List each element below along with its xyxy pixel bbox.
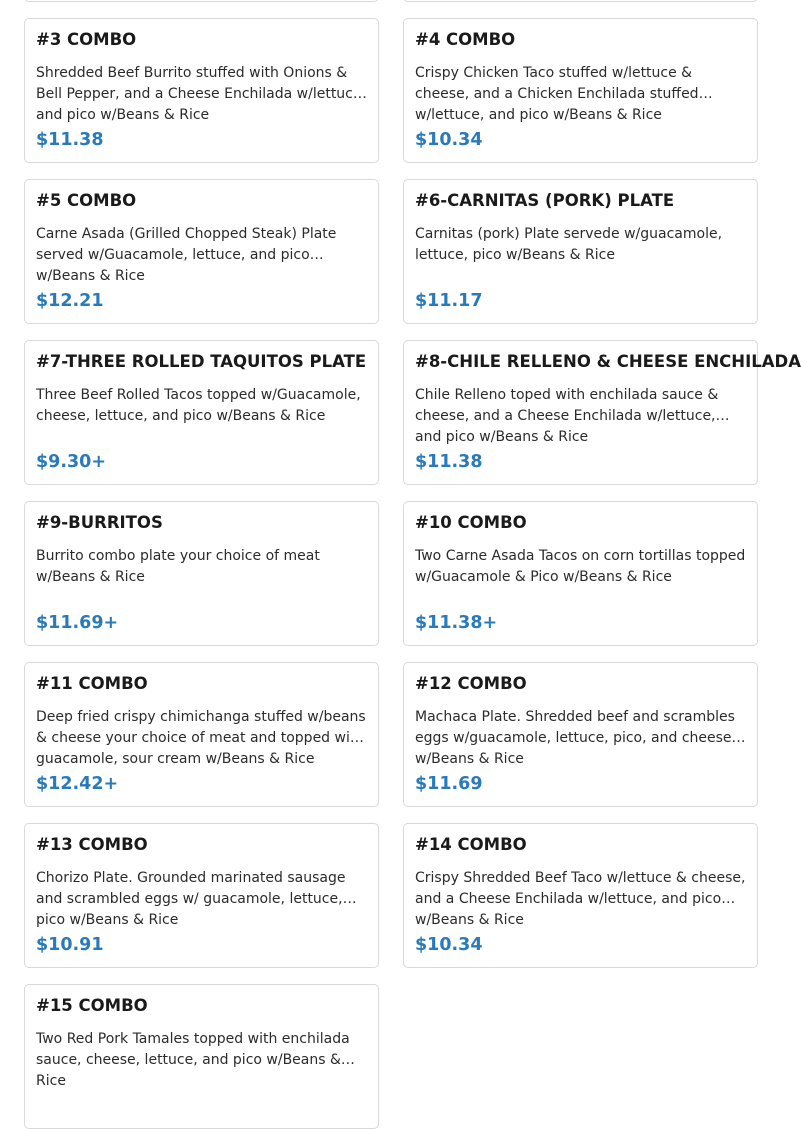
menu-item-description: Chorizo Plate. Grounded marinated sausage and scrambled eggs w/ guacamole, lettuce, pico w/Beans & Rice: [36, 870, 346, 928]
menu-item-title: #9-BURRITOS: [36, 513, 163, 532]
menu-item-price: $11.38+: [415, 613, 498, 633]
menu-item-price: $11.17: [415, 291, 483, 311]
menu-item-card[interactable]: [24, 501, 379, 646]
menu-item-card[interactable]: [24, 0, 379, 2]
menu-item-title: #14 COMBO: [415, 835, 527, 854]
menu-item-description: Burrito combo plate your choice of meat w/Beans & Rice: [36, 548, 320, 585]
menu-item-title: #7-THREE ROLLED TAQUITOS PLATE: [36, 352, 367, 371]
menu-item-price: $11.69: [415, 774, 483, 794]
menu-item-description: Carne Asada (Grilled Chopped Steak) Plate served w/Guacamole, lettuce, and pico w/Beans & Rice: [36, 226, 337, 284]
menu-item-price: $11.38: [415, 452, 483, 472]
menu-item-card[interactable]: [403, 18, 758, 163]
menu-item-card[interactable]: [403, 0, 758, 2]
menu-item-price: $12.21: [36, 291, 104, 311]
menu-item-description: Machaca Plate. Shredded beef and scrambles eggs w/guacamole, lettuce, pico, and cheese w/Beans & Rice: [415, 709, 735, 767]
menu-item-card[interactable]: [24, 18, 379, 163]
menu-item-price: $10.34: [415, 130, 483, 150]
menu-item-title: #6-CARNITAS (PORK) PLATE: [415, 191, 675, 210]
menu-item-description: Shredded Beef Burrito stuffed with Onions & Bell Pepper, and a Cheese Enchilada w/lettuce, and pico w/Beans & Rice: [36, 65, 366, 123]
menu-item-card[interactable]: [24, 823, 379, 968]
menu-item-card[interactable]: [24, 340, 379, 485]
menu-item-title: #13 COMBO: [36, 835, 148, 854]
menu-item-description: Deep fried crispy chimichanga stuffed w/beans & cheese your choice of meat and topped with guacamole, sour cream w/Beans & Rice: [36, 709, 366, 767]
menu-item-card[interactable]: [403, 501, 758, 646]
menu-item-description: Three Beef Rolled Tacos topped w/Guacamole, cheese, lettuce, and pico w/Beans & Rice: [36, 387, 361, 424]
menu-item-price: $10.91: [36, 935, 104, 955]
menu-item-description: Two Carne Asada Tacos on corn tortillas topped w/Guacamole & Pico w/Beans & Rice: [415, 548, 746, 585]
menu-item-title: #12 COMBO: [415, 674, 527, 693]
menu-item-title: #3 COMBO: [36, 30, 137, 49]
menu-item-card[interactable]: [403, 340, 801, 485]
menu-item-description: Crispy Shredded Beef Taco w/lettuce & cheese, and a Cheese Enchilada w/lettuce, and pico w/Beans & Rice: [415, 870, 746, 928]
menu-item-card[interactable]: [403, 179, 758, 324]
menu-item-price: $11.69+: [36, 613, 119, 633]
menu-item-card[interactable]: [403, 823, 758, 968]
menu-item-title: #5 COMBO: [36, 191, 137, 210]
menu-item-price: $9.30+: [36, 452, 107, 472]
menu-item-title: #11 COMBO: [36, 674, 148, 693]
menu-item-title: #8-CHILE RELLENO & CHEESE ENCHILADA: [415, 352, 801, 371]
menu-item-card[interactable]: [24, 662, 379, 807]
menu-item-title: #15 COMBO: [36, 996, 148, 1015]
menu-item-description: Crispy Chicken Taco stuffed w/lettuce & cheese, and a Chicken Enchilada stuffed w/lettuce, and pico w/Beans & Rice: [415, 65, 699, 123]
menu-item-description: Two Red Pork Tamales topped with enchilada sauce, cheese, lettuce, and pico w/Beans & Rice: [36, 1031, 350, 1089]
menu-item-description: Carnitas (pork) Plate servede w/guacamole, lettuce, pico w/Beans & Rice: [415, 226, 723, 263]
menu-item-card[interactable]: [403, 662, 758, 807]
menu-item-title: #10 COMBO: [415, 513, 527, 532]
menu-item-grid: [24, 0, 801, 1129]
menu-item-price: $11.38: [36, 130, 104, 150]
menu-item-title: #4 COMBO: [415, 30, 516, 49]
menu-item-description: Chile Relleno toped with enchilada sauce & cheese, and a Cheese Enchilada w/lettuce, and pico w/Beans & Rice: [415, 387, 719, 445]
menu-item-card[interactable]: [24, 984, 379, 1129]
menu-item-price: $10.34: [415, 935, 483, 955]
menu-item-card[interactable]: [24, 179, 379, 324]
menu-item-price: $12.42+: [36, 774, 119, 794]
